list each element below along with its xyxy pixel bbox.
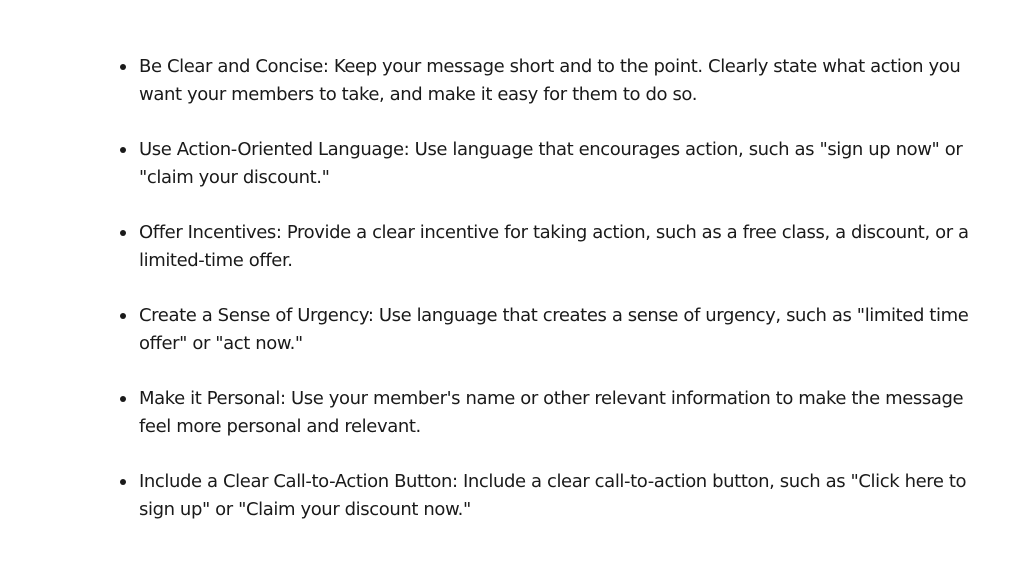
- tip-text: Offer Incentives: Provide a clear incentive for taking action, such as a free class, a discount, or a limited-time offer.: [139, 222, 969, 271]
- tip-text: Make it Personal: Use your member's name or other relevant information to make the message feel more personal and relevant.: [139, 388, 964, 437]
- tip-text: Include a Clear Call-to-Action Button: Include a clear call-to-action button, such as "Click here to sign up" or "Claim your discount now.": [139, 471, 967, 520]
- tip-item: [120, 385, 980, 441]
- tip-item: [120, 219, 980, 275]
- tips-content: [120, 53, 980, 524]
- tip-text: Create a Sense of Urgency: Use language that creates a sense of urgency, such as "limited time offer" or "act now.": [139, 305, 969, 354]
- bullet-icon: [120, 479, 126, 485]
- bullet-icon: [120, 313, 126, 319]
- tip-item: [120, 468, 980, 524]
- tip-item: [120, 53, 980, 109]
- tip-item: [120, 302, 980, 358]
- tip-text: Be Clear and Concise: Keep your message short and to the point. Clearly state what action you want your members to take, and make it easy for them to do so.: [139, 56, 961, 105]
- tips-list: [120, 53, 980, 524]
- tip-text: Use Action-Oriented Language: Use language that encourages action, such as "sign up now" or "claim your discount.": [139, 139, 963, 188]
- bullet-icon: [120, 147, 126, 153]
- bullet-icon: [120, 396, 126, 402]
- tip-item: [120, 136, 980, 192]
- bullet-icon: [120, 64, 126, 70]
- bullet-icon: [120, 230, 126, 236]
